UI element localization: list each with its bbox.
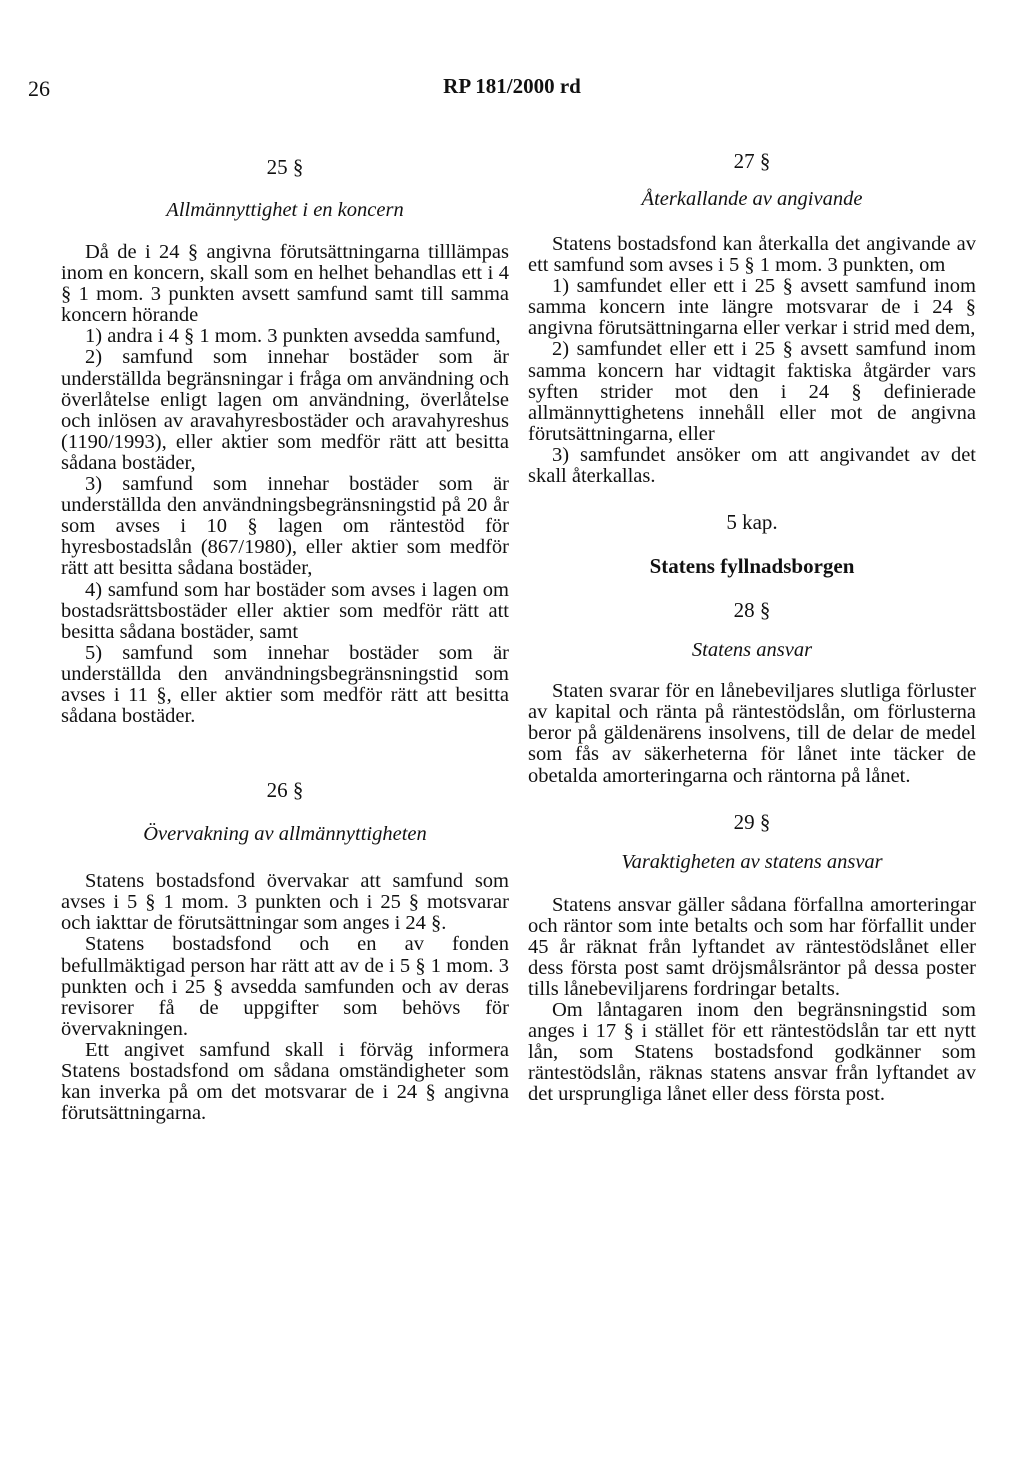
list-item: 2) samfund som innehar bostäder som är underställda begränsningar i fråga om användning och överlåtelse enligt lagen om användning, överlåtelse och inlösen av aravahyresbostäder och aravahyreshus (1190/1993), eller aktier som medför rätt att besitta sådana bostäder, — [61, 346, 509, 474]
list-item: 3) samfundet ansöker om att angivandet av det skall återkallas. — [528, 443, 976, 488]
list-item: 1) samfundet eller ett i 25 § avsett samfund inom samma koncern inte längre motsvarar de i 24 § angivna förutsättningarna eller verkar i strid med dem, — [528, 275, 976, 340]
section-25 — [61, 154, 509, 727]
section-29 — [528, 809, 976, 1106]
running-header: RP 181/2000 rd — [443, 74, 581, 98]
paragraph: Statens bostadsfond och en av fonden befullmäktigad person har rätt att av de i 5 § 1 mom. 3 punkten och i 25 § avsedda samfunden och av deras revisorer få de uppgifter som behövs för övervakningen. — [61, 933, 509, 1040]
section-26 — [61, 777, 509, 1124]
paragraph: Ett angivet samfund skall i förväg informera Statens bostadsfond om sådana omständigheter som kan inverka på om det motsvarar de i 24 § angivna förutsättningarna. — [61, 1038, 509, 1125]
section-27 — [528, 148, 976, 487]
section-number: 29 § — [733, 809, 771, 834]
paragraph: Staten svarar för en lånebeviljares slutliga förluster av kapital och ränta på räntestödslån, om förlusterna beror på gäldenärens insolvens, till de delar de medel som fås av säkerheterna för lånet inte täcker de obetalda amorteringarna och räntorna på lånet. — [528, 680, 976, 787]
right-column — [528, 148, 976, 1106]
section-number: 27 § — [733, 149, 771, 173]
section-title: Allmännyttighet i en koncern — [166, 199, 404, 221]
list-item: 5) samfund som innehar bostäder som är underställda den användningsbegränsningstid som avses i 11 §, eller aktier som medför rätt att besitta sådana bostäder. — [61, 641, 509, 728]
chapter-5 — [528, 509, 976, 579]
paragraph: Statens bostadsfond övervakar att samfund som avses i 5 § 1 mom. 3 punkten och i 25 § motsvarar och iakttar de förutsättningar som anges i 24 §. — [61, 870, 509, 935]
list-item: 2) samfundet eller ett i 25 § avsett samfund inom samma koncern har vidtagit faktiska åtgärder vars syften strider mot den i 24 § definierade allmännyttighetens innehåll eller mot de angivna förutsättningarna, eller — [528, 338, 976, 445]
section-number: 25 § — [266, 155, 304, 179]
section-title: Övervakning av allmännyttigheten — [143, 823, 427, 846]
section-title: Återkallande av angivande — [641, 188, 863, 210]
page-number: 26 — [28, 76, 50, 101]
list-item: 3) samfund som innehar bostäder som är underställda den användningsbegränsningstid på 20 år som avses i 10 § lagen om räntestöd för hyresbostadslån (867/1980), eller aktier som medför rätt att besitta sådana bostäder, — [61, 473, 509, 580]
section-intro: Statens bostadsfond kan återkalla det angivande av ett samfund som avses i 5 § 1 mom. 3 punkten, om — [528, 233, 976, 277]
section-title: Statens ansvar — [691, 639, 813, 662]
chapter-number: 5 kap. — [726, 510, 778, 535]
list-item: 1) andra i 4 § 1 mom. 3 punkten avsedda samfund, — [85, 325, 501, 348]
chapter-title: Statens fyllnadsborgen — [649, 554, 855, 579]
section-intro: Då de i 24 § angivna förutsättningarna tilllämpas inom en koncern, skall som en helhet behandlas ett i 4 § 1 mom. 3 punkten avsett samfund samt till samma koncern hörande — [61, 241, 509, 327]
list-item: 4) samfund som har bostäder som avses i lagen om bostadsrättsbostäder eller aktier som medför rätt att besitta sådana bostäder, samt — [61, 578, 509, 643]
section-title: Varaktigheten av statens ansvar — [621, 850, 883, 873]
section-number: 26 § — [266, 778, 304, 803]
paragraph: Statens ansvar gäller sådana förfallna amorteringar och räntor som inte betalts och som har förfallit under 45 år räknat från lyftandet av räntestödslånet eller dess första post samt dröjsmålsräntor på dessa poster tills lånebeviljarens fordringar betalts. — [528, 893, 976, 1000]
left-column — [61, 148, 509, 1124]
section-number: 28 § — [733, 598, 771, 623]
paragraph: Om låntagaren inom den begränsningstid som anges i 17 § i stället för ett räntestödslån tar ett nytt lån, som Statens bostadsfond godkänner som räntestödslån, räknas statens ansvar från lyftandet av det ursprungliga lånet eller dess första post. — [528, 999, 976, 1106]
section-28 — [528, 597, 976, 786]
